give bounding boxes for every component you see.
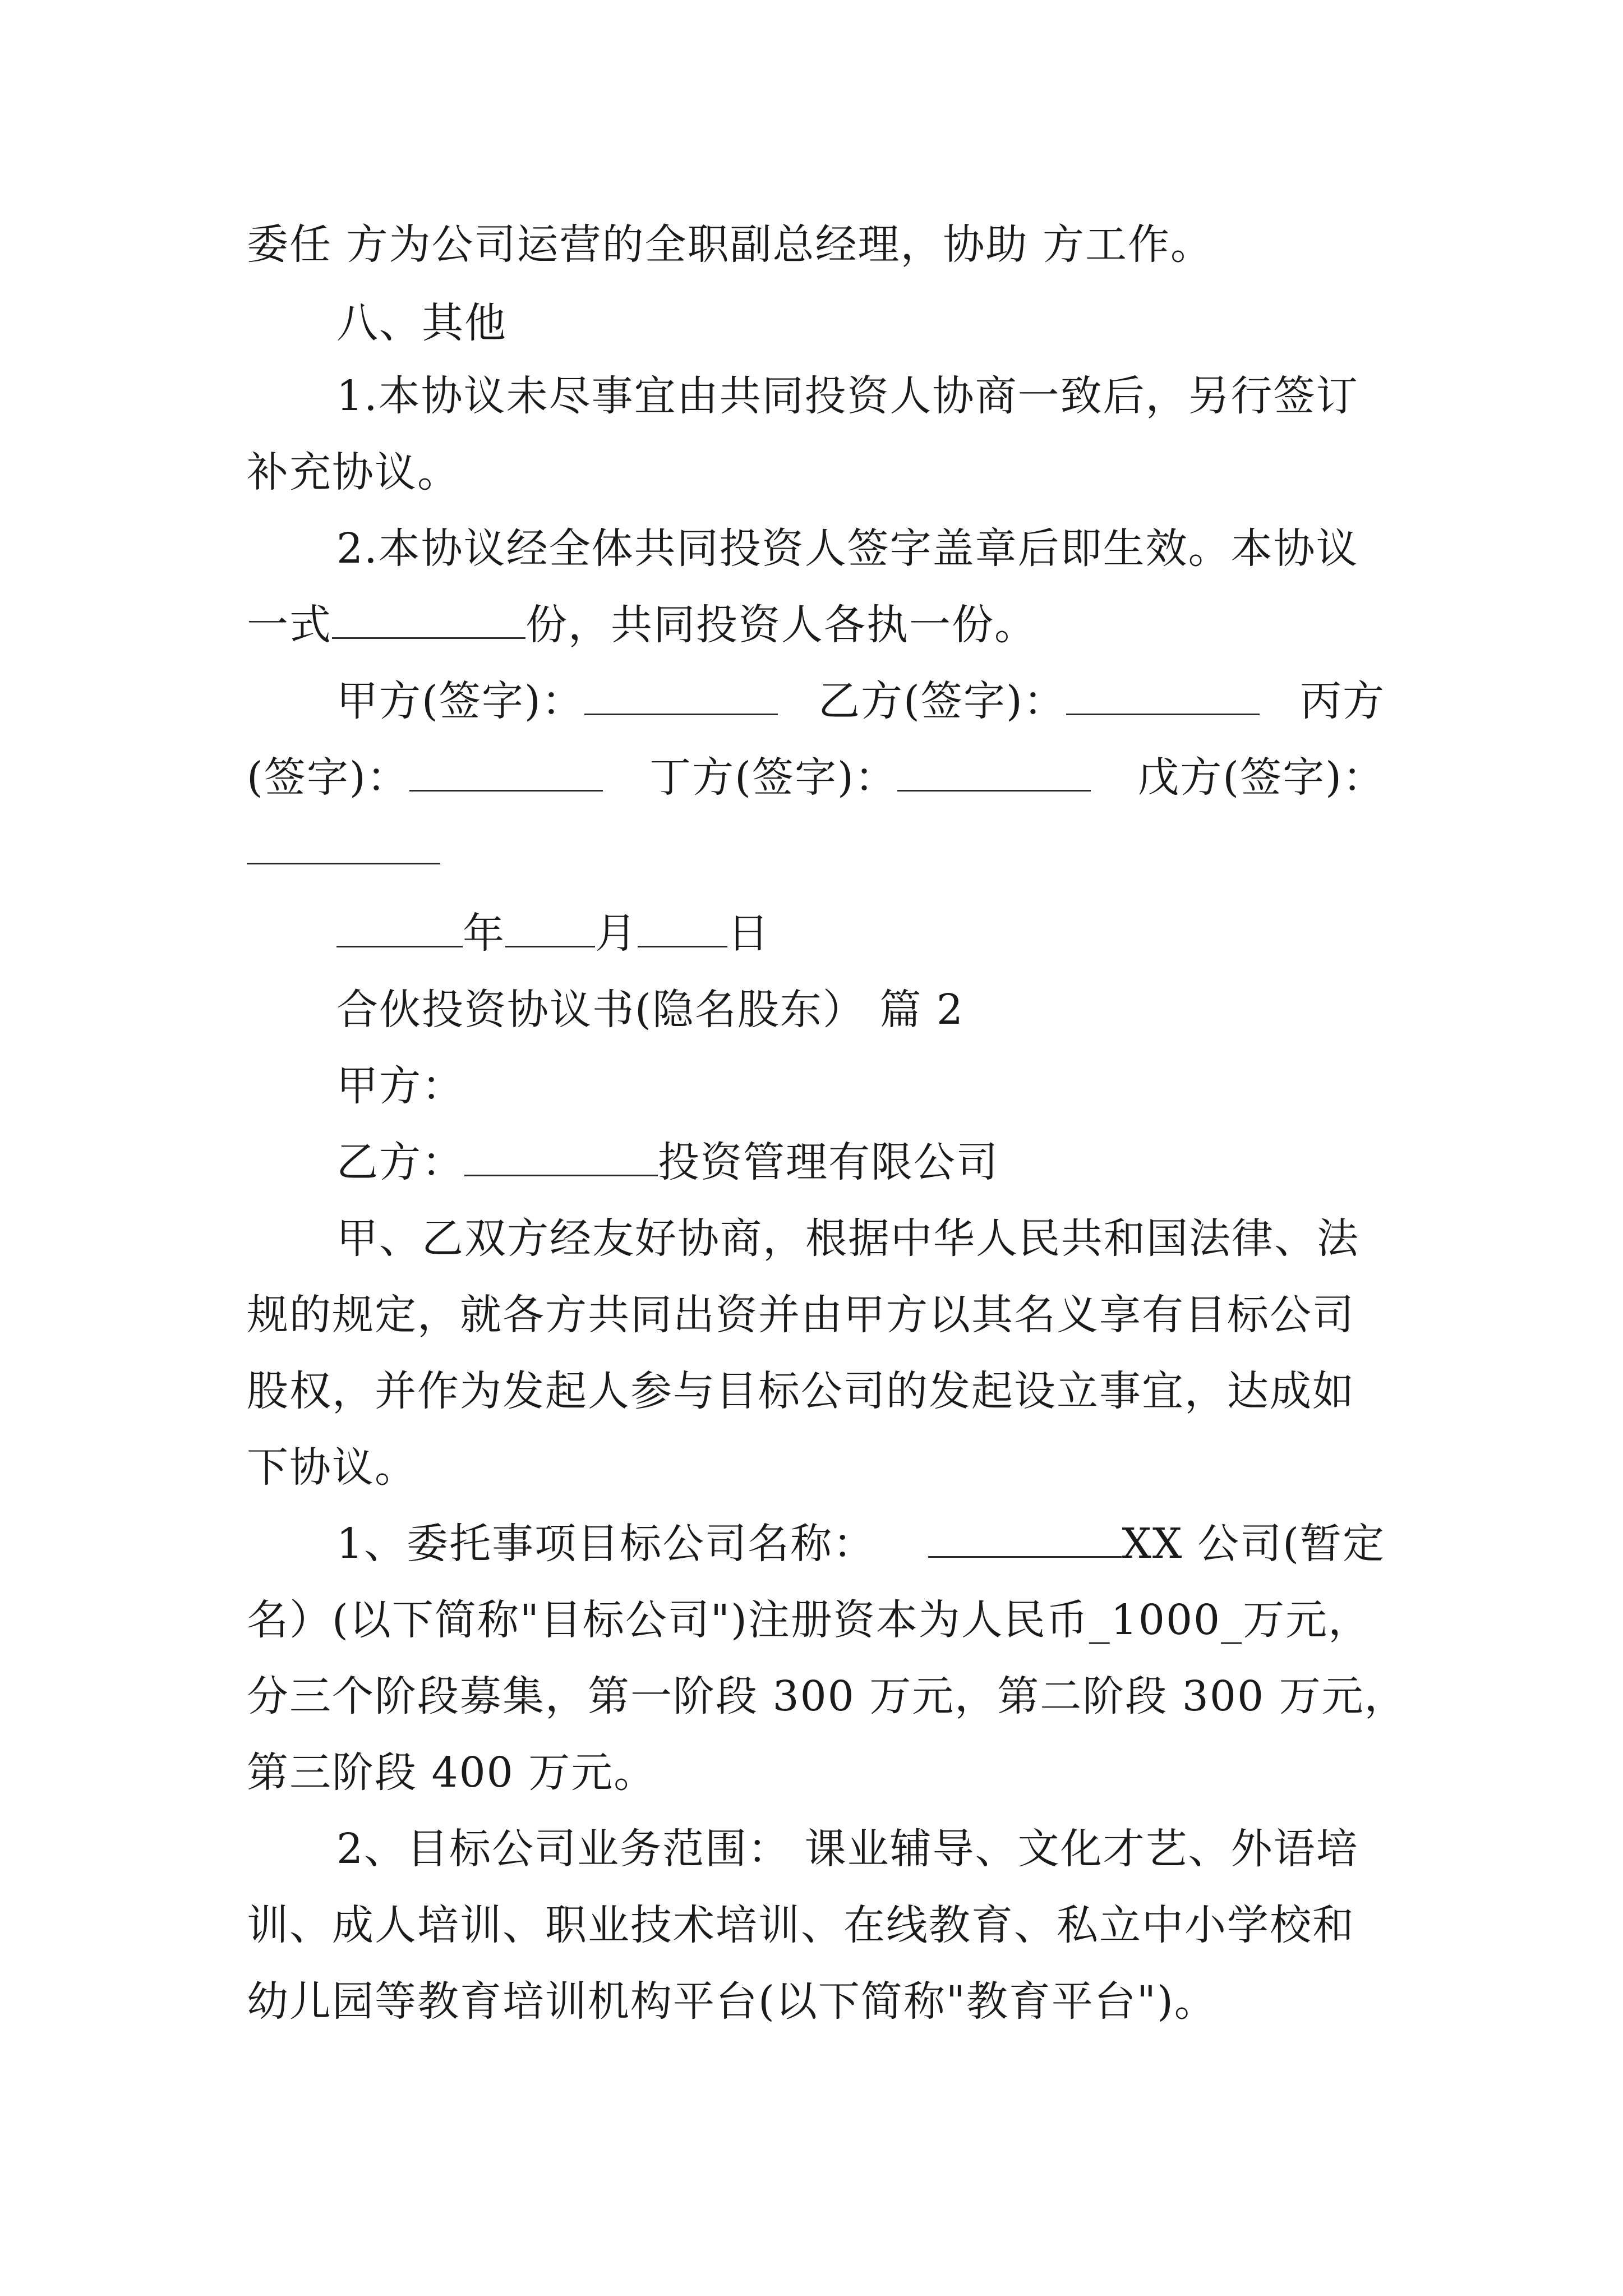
month-label: 月 xyxy=(595,909,638,958)
text-line: 规的规定，就各方共同出资并由甲方以其名义享有目标公司 xyxy=(247,1291,1355,1339)
text-segment: XX 公司(暂定 xyxy=(1122,1520,1385,1568)
signature-label-d: 丁方(签字)： xyxy=(649,753,897,802)
text-line: 补充协议。 xyxy=(247,448,460,496)
text-segment: 份，共同投资人各执一份。 xyxy=(525,601,1037,649)
signature-blank xyxy=(584,674,778,715)
text-line: 训、成人培训、职业技术培训、在线教育、私立中小学校和 xyxy=(247,1901,1355,1949)
company-name-blank xyxy=(928,1517,1122,1558)
day-label: 日 xyxy=(727,909,770,958)
year-blank xyxy=(336,907,463,947)
text-line: 下协议。 xyxy=(247,1443,417,1492)
text-line: 委任 方为公司运营的全职副总经理，协助 方工作。 xyxy=(247,220,1214,269)
month-blank xyxy=(505,907,595,947)
text-line: 股权，并作为发起人参与目标公司的发起设立事宜，达成如 xyxy=(247,1367,1355,1415)
text-line: 2、目标公司业务范围： 课业辅导、文化才艺、外语培 xyxy=(336,1825,1359,1873)
party-b-line xyxy=(336,1134,1385,1190)
text-line xyxy=(336,1516,1385,1572)
text-line: 名）(以下简称"目标公司")注册资本为人民币_1000_万元， xyxy=(247,1596,1371,1644)
signature-blank xyxy=(409,751,603,792)
year-label: 年 xyxy=(463,909,505,958)
signature-label-b: 乙方(签字)： xyxy=(818,677,1066,725)
signature-blank xyxy=(897,751,1091,792)
signature-label-c2: (签字)： xyxy=(247,753,409,802)
section-heading: 八、其他 xyxy=(336,299,507,347)
signature-line xyxy=(336,673,1385,729)
party-a-line: 甲方： xyxy=(336,1062,464,1110)
signature-label-e: 戊方(签字)： xyxy=(1137,753,1385,802)
signature-blank xyxy=(1066,674,1260,715)
text-segment: 一式 xyxy=(247,601,332,649)
text-line: 1.本协议未尽事宜由共同投资人协商一致后，另行签订 xyxy=(336,372,1359,420)
text-segment: 1、委托事项目标公司名称： xyxy=(336,1520,876,1568)
date-line xyxy=(336,905,1385,961)
company-name-blank xyxy=(464,1135,658,1176)
text-line xyxy=(247,597,1385,653)
text-line: 2.本协议经全体共同投资人签字盖章后即生效。本协议 xyxy=(336,524,1359,573)
signature-line xyxy=(247,749,1385,806)
text-line: 幼儿园等教育培训机构平台(以下简称"教育平台")。 xyxy=(247,1977,1217,2026)
text-line: 甲、乙双方经友好协商，根据中华人民共和国法律、法 xyxy=(336,1214,1359,1263)
document-title: 合伙投资协议书(隐名股东） 篇 2 xyxy=(336,986,964,1034)
signature-line xyxy=(247,822,1385,878)
text-line: 第三阶段 400 万元。 xyxy=(247,1749,657,1797)
fill-in-blank xyxy=(332,598,525,639)
day-blank xyxy=(638,907,727,947)
party-b-label: 乙方： xyxy=(336,1138,464,1186)
signature-label-a: 甲方(签字)： xyxy=(336,677,584,725)
signature-blank xyxy=(247,823,440,864)
signature-label-c: 丙方 xyxy=(1300,677,1385,725)
text-line: 分三个阶段募集，第一阶段 300 万元，第二阶段 300 万元， xyxy=(247,1672,1407,1720)
party-b-company: 投资管理有限公司 xyxy=(658,1138,999,1186)
